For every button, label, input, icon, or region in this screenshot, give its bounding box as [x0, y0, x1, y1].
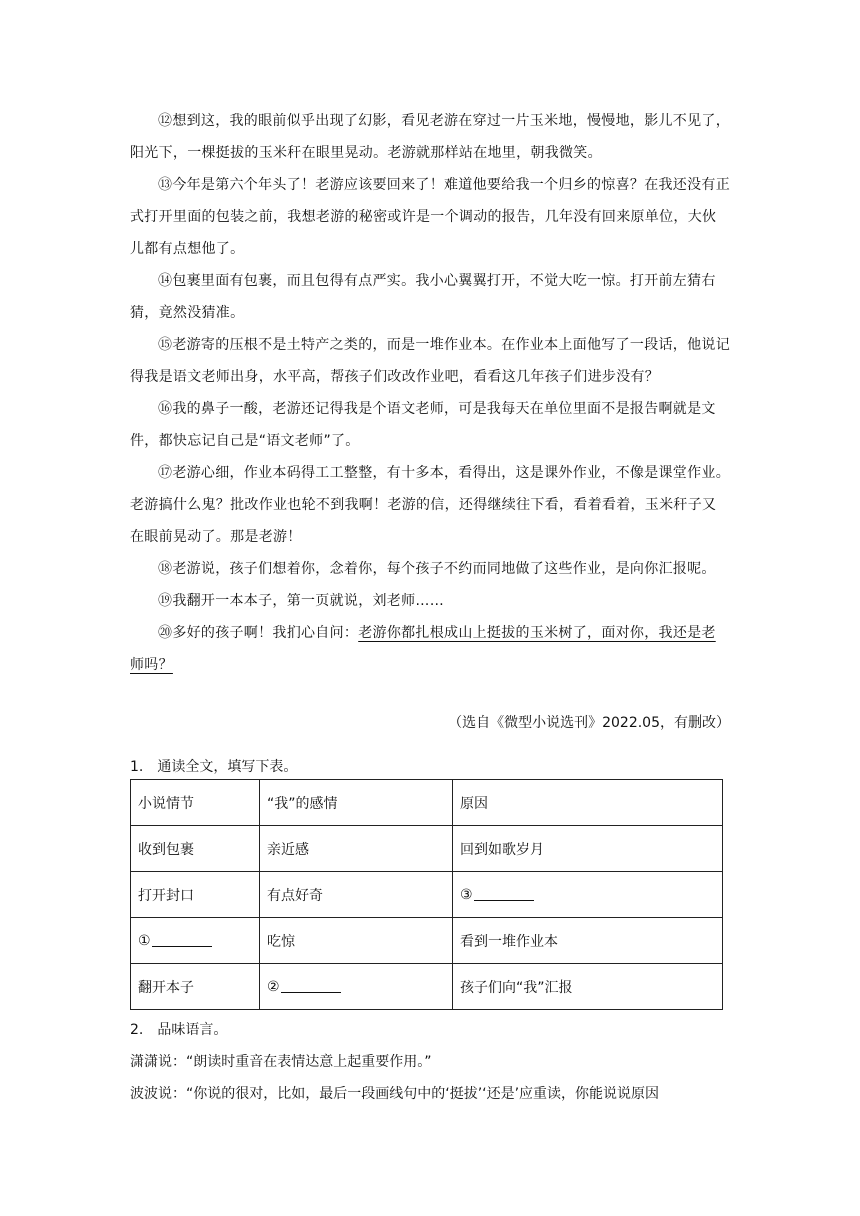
paragraph-15: ⑮老游寄的压根不是土特产之类的，而是一堆作业本。在作业本上面他写了一段话，他说记得我是语文老师出身，水平高，帮孩子们改改作业吧，看看这几年孩子们进步没有？ [130, 337, 731, 385]
paragraph-18: ⑱老游说，孩子们想着你，念着你，每个孩子不约而同地做了这些作业，是向你汇报呢。 [158, 561, 716, 577]
table-cell: 孩子们向“我”汇报 [453, 964, 723, 1010]
table-cell: 有点好奇 [260, 872, 453, 918]
paragraph-13: ⑬今年是第六个年头了！老游应该要回来了！难道他要给我一个归乡的惊喜？在我还没有正式打开里面的包装之前，我想老游的秘密或许是一个调动的报告，几年没有回来原单位，大伙儿都有点想他了。 [130, 177, 731, 257]
question-2-line-1: 潇潇说：“朗读时重音在表情达意上起重要作用。” [130, 1054, 432, 1070]
table-row [131, 964, 723, 1010]
table-header-row [131, 780, 723, 826]
answer-table [130, 779, 723, 1010]
table-cell: 亲近感 [260, 826, 453, 872]
table-cell: 收到包裹 [131, 826, 260, 872]
answer-blank[interactable] [474, 886, 534, 901]
question-2-line-2: 波波说：“你说的很对，比如，最后一段画线句中的‘挺拔’‘还是’应重读，你能说说原因 [130, 1086, 660, 1102]
table-cell-blank-2[interactable]: ② [260, 964, 453, 1010]
table-header-cell: 原因 [453, 780, 723, 826]
answer-blank[interactable] [152, 932, 212, 947]
table-row [131, 918, 723, 964]
paragraph-14: ⑭包裹里面有包裹，而且包得有点严实。我小心翼翼打开，不觉大吃一惊。打开前左猜右猜，竟然没猜准。 [130, 273, 716, 321]
table-header-cell: “我”的感情 [260, 780, 453, 826]
table-cell: 翻开本子 [131, 964, 260, 1010]
paragraph-16: ⑯我的鼻子一酸，老游还记得我是个语文老师，可是我每天在单位里面不是报告啊就是文件，都快忘记自己是“语文老师”了。 [130, 401, 716, 449]
paragraph-20: ⑳多好的孩子啊！我扪心自问：老游你都扎根成山上挺拔的玉米树了，面对你，我还是老师吗？ [130, 625, 716, 673]
paragraph-12: ⑫想到这，我的眼前似乎出现了幻影，看见老游在穿过一片玉米地，慢慢地，影儿不见了，阳光下，一棵挺拔的玉米秆在眼里晃动。老游就那样站在地里，朝我微笑。 [130, 113, 731, 161]
table-cell-blank-3[interactable]: ③ [453, 872, 723, 918]
answer-blank[interactable] [281, 978, 341, 993]
table-cell: 回到如歌岁月 [453, 826, 723, 872]
paragraph-17: ⑰老游心细，作业本码得工工整整，有十多本，看得出，这是课外作业，不像是课堂作业。老游搞什么鬼？批改作业也轮不到我啊！老游的信，还得继续往下看，看着看着，玉米秆子又在眼前晃动了。那是老游！ [130, 465, 731, 545]
table-cell: 吃惊 [260, 918, 453, 964]
table-cell: 看到一堆作业本 [453, 918, 723, 964]
question-2-title: 2. 品味语言。 [130, 1022, 228, 1038]
question-1-title: 1. 通读全文，填写下表。 [130, 759, 298, 775]
table-cell: 打开封口 [131, 872, 260, 918]
underlined-sentence: 老游你都扎根成山上挺拔的玉米树了，面对你，我还是老师吗？ [130, 625, 716, 673]
paragraph-19: ⑲我翻开一本本子，第一页就说，刘老师…… [158, 593, 445, 609]
source-citation: （选自《微型小说选刊》2022.05，有删改） [448, 715, 730, 731]
table-row [131, 826, 723, 872]
table-cell-blank-1[interactable]: ① [131, 918, 260, 964]
table-header-cell: 小说情节 [131, 780, 260, 826]
table-row [131, 872, 723, 918]
